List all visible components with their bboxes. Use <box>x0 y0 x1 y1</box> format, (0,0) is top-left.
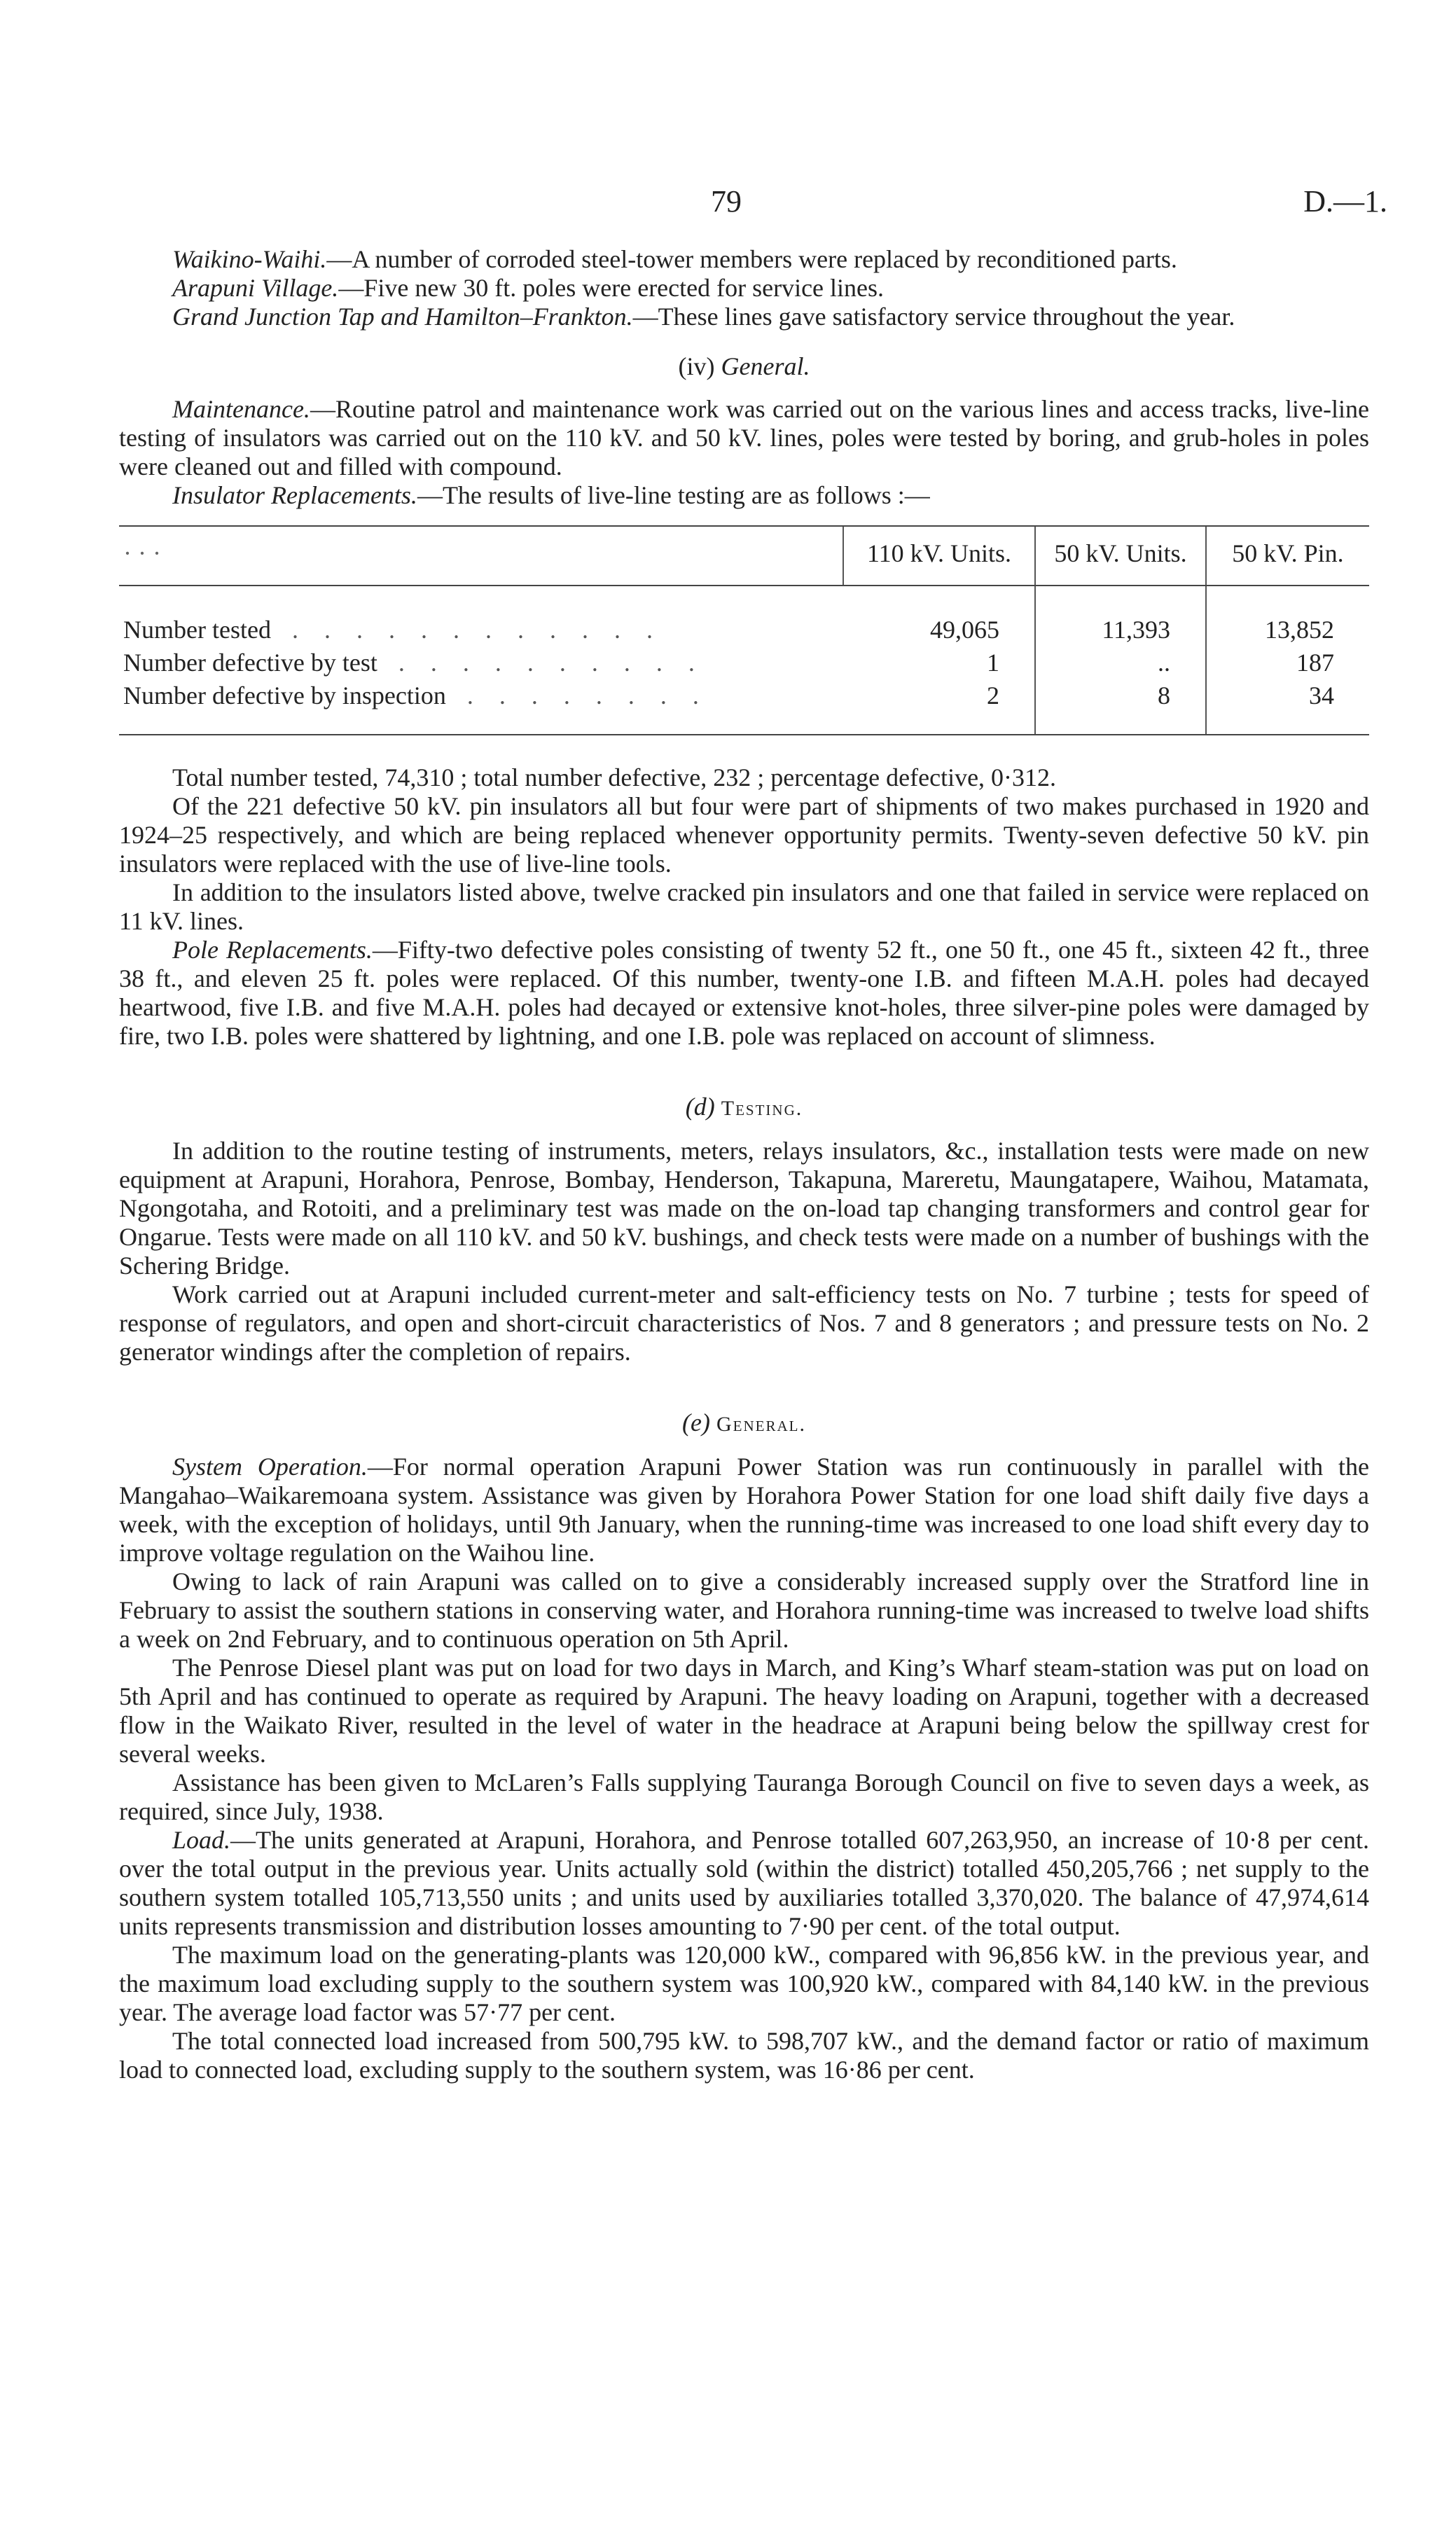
leader-dots: . . . . . . . . . . <box>398 649 705 677</box>
paragraph-text: —These lines gave satisfactory service throughout the year. <box>632 303 1235 331</box>
row-label: Number defective by inspection <box>123 681 446 709</box>
row-label-cell <box>119 646 843 679</box>
paragraph-grand-junction <box>119 303 1369 331</box>
paragraph-insulator-replacements <box>119 481 1369 510</box>
table-row <box>119 646 1369 679</box>
run-in-title: Waikino-Waihi. <box>172 245 327 273</box>
cell-50kv-units: .. <box>1035 646 1206 679</box>
document-code: D.—1. <box>1303 184 1387 219</box>
paragraph-maintenance <box>119 395 1369 481</box>
leader-dots: . . . . . . . . <box>466 681 709 709</box>
cell-50kv-units: 11,393 <box>1035 586 1206 646</box>
heading-number: (iv) <box>678 352 715 380</box>
cell-110kv-units: 49,065 <box>930 616 999 644</box>
row-label: Number tested <box>123 616 271 644</box>
table-header-blank: · · · <box>119 526 843 586</box>
section-heading-general-iv <box>119 352 1369 381</box>
table-row <box>119 586 1369 646</box>
table-row <box>119 679 1369 735</box>
run-in-title: Grand Junction Tap and Hamilton–Frankton. <box>172 303 633 331</box>
run-in-title: Pole Replacements. <box>172 936 373 964</box>
paragraph-arapuni-village <box>119 274 1369 303</box>
row-label-cell <box>119 679 843 735</box>
row-label: Number defective by test <box>123 649 377 677</box>
section-heading-general-e <box>119 1408 1369 1439</box>
table-header-row <box>119 526 1369 586</box>
column-header-110kv-units: 110 kV. Units. <box>843 526 1035 586</box>
heading-label: General. <box>716 1413 806 1436</box>
leader-dots: . . . . . . . . . . . . <box>291 616 663 644</box>
run-in-title: Maintenance. <box>172 395 310 423</box>
row-label-cell <box>119 586 843 646</box>
paragraph-testing-1: In addition to the routine testing of instruments, meters, relays insulators, &c., installation tests were made on new equipment at Arapuni, Horahora, Penrose, Bombay, Henderson, Takapuna, Mareretu, Maungatapere, Waihou, Matamata, Ngongotaha, and Rotoiti, and a preliminary test was made on the on-load tap changing transformers and control gear for Ongarue. Tests were made on all 110 kV. and 50 kV. bushings, and check tests were made on a number of bushings with the Schering Bridge. <box>119 1137 1369 1280</box>
cell-50kv-pin: 187 <box>1206 646 1369 679</box>
paragraph-load <box>119 1826 1369 1941</box>
heading-label: Testing. <box>721 1097 803 1120</box>
cell-110kv-units: 1 <box>987 649 999 677</box>
paragraph-maximum-load: The maximum load on the generating-plants was 120,000 kW., compared with 96,856 kW. in the previous year, and the maximum load excluding supply to the southern system was 100,920 kW., compared with 84,140 kW. in the previous year. The average load factor was 57·77 per cent. <box>119 1941 1369 2026</box>
cell-50kv-pin: 13,852 <box>1206 586 1369 646</box>
paragraph-text: —The results of live-line testing are as follows :— <box>417 481 930 509</box>
heading-number: (d) <box>685 1093 715 1121</box>
run-in-title: Insulator Replacements. <box>172 481 417 509</box>
paragraph-text: —For normal operation Arapuni Power Station was run continuously in parallel with the Mangahao–Waikaremoana system. Assistance was given by Horahora Power Station for one load shift daily five days a week, with the exception of holidays, until 9th January, when the running-time was increased to one load shift every day to improve voltage regulation on the Waihou line. <box>119 1453 1369 1567</box>
paragraph-text: —The units generated at Arapuni, Horahora, and Penrose totalled 607,263,950, an increase of 10·8 per cent. over the total output in the previous year. Units actually sold (within the district) totalled 450,205,766 ; net supply to the southern system totalled 105,713,550 units ; and units used by auxiliaries totalled 3,370,020. The balance of 47,974,614 units represents transmission and distribution losses amounting to 7·90 per cent. of the total output. <box>119 1826 1369 1940</box>
paragraph-pole-replacements <box>119 936 1369 1051</box>
paragraph-text: —Fifty-two defective poles consisting of twenty 52 ft., one 50 ft., one 45 ft., sixteen 42 ft., three 38 ft., and eleven 25 ft. poles were replaced. Of this number, twenty-one I.B. and fifteen M.A.H. poles had decayed heartwood, five I.B. and five M.A.H. poles had decayed or extensive knot-holes, three silver-pine poles were damaged by fire, two I.B. poles were shattered by lightning, and one I.B. pole was replaced on account of slimness. <box>119 936 1369 1050</box>
column-header-50kv-units: 50 kV. Units. <box>1035 526 1206 586</box>
paragraph-mclarens-falls: Assistance has been given to McLaren’s Falls supplying Tauranga Borough Council on five to seven days a week, as required, since July, 1938. <box>119 1768 1369 1825</box>
paragraph-text: —A number of corroded steel-tower members were replaced by reconditioned parts. <box>326 245 1177 273</box>
page-number: 79 <box>711 184 742 219</box>
paragraph-system-operation <box>119 1453 1369 1567</box>
run-in-title: Arapuni Village. <box>172 274 339 302</box>
paragraph-additional-insulators: In addition to the insulators listed above, twelve cracked pin insulators and one that failed in service were replaced on 11 kV. lines. <box>119 878 1369 935</box>
paragraph-waikino-waihi <box>119 245 1369 274</box>
section-heading-testing <box>119 1093 1369 1123</box>
cell-50kv-pin: 34 <box>1206 679 1369 735</box>
heading-label: General. <box>721 352 810 380</box>
column-header-50kv-pin: 50 kV. Pin. <box>1206 526 1369 586</box>
insulator-results-table <box>119 525 1369 735</box>
paragraph-testing-2: Work carried out at Arapuni included current-meter and salt-efficiency tests on No. 7 turbine ; tests for speed of response of regulators, and open and short-circuit characteristics of Nos. 7 and 8 generators ; and pressure tests on No. 2 generator windings after the completion of repairs. <box>119 1280 1369 1366</box>
cell-50kv-units: 8 <box>1035 679 1206 735</box>
run-in-title: System Operation. <box>172 1453 368 1481</box>
paragraph-text: —Five new 30 ft. poles were erected for service lines. <box>338 274 885 302</box>
paragraph-text: —Routine patrol and maintenance work was carried out on the various lines and access tracks, live-line testing of insulators was carried out on the 110 kV. and 50 kV. lines, poles were tested by boring, and grub-holes in poles were cleaned out and filled with compound. <box>119 395 1369 480</box>
paragraph-rain-supply: Owing to lack of rain Arapuni was called on to give a considerably increased supply over the Stratford line in February to assist the southern stations in conserving water, and Horahora running-time was increased to twelve load shifts a week on 2nd February, and to continuous operation on 5th April. <box>119 1567 1369 1653</box>
paragraph-connected-load: The total connected load increased from 500,795 kW. to 598,707 kW., and the demand factor or ratio of maximum load to connected load, excluding supply to the southern system, was 16·86 per cent. <box>119 2027 1369 2084</box>
heading-number: (e) <box>682 1408 710 1436</box>
paragraph-total-tested: Total number tested, 74,310 ; total number defective, 232 ; percentage defective, 0·312. <box>172 763 1057 791</box>
paragraph-penrose-diesel: The Penrose Diesel plant was put on load for two days in March, and King’s Wharf steam-station was put on load on 5th April and has continued to operate as required by Arapuni. The heavy loading on Arapuni, together with a decreased flow in the Waikato River, resulted in the level of water in the headrace at Arapuni being below the spillway crest for several weeks. <box>119 1654 1369 1768</box>
cell-110kv-units: 2 <box>843 679 1035 735</box>
page-body <box>119 175 1369 2084</box>
run-in-title: Load. <box>172 1826 231 1854</box>
paragraph-pin-insulators: Of the 221 defective 50 kV. pin insulators all but four were part of shipments of two makes purchased in 1920 and 1924–25 respectively, and which are being replaced whenever opportunity permits. Twenty-seven defective 50 kV. pin insulators were replaced with the use of live-line tools. <box>119 792 1369 878</box>
